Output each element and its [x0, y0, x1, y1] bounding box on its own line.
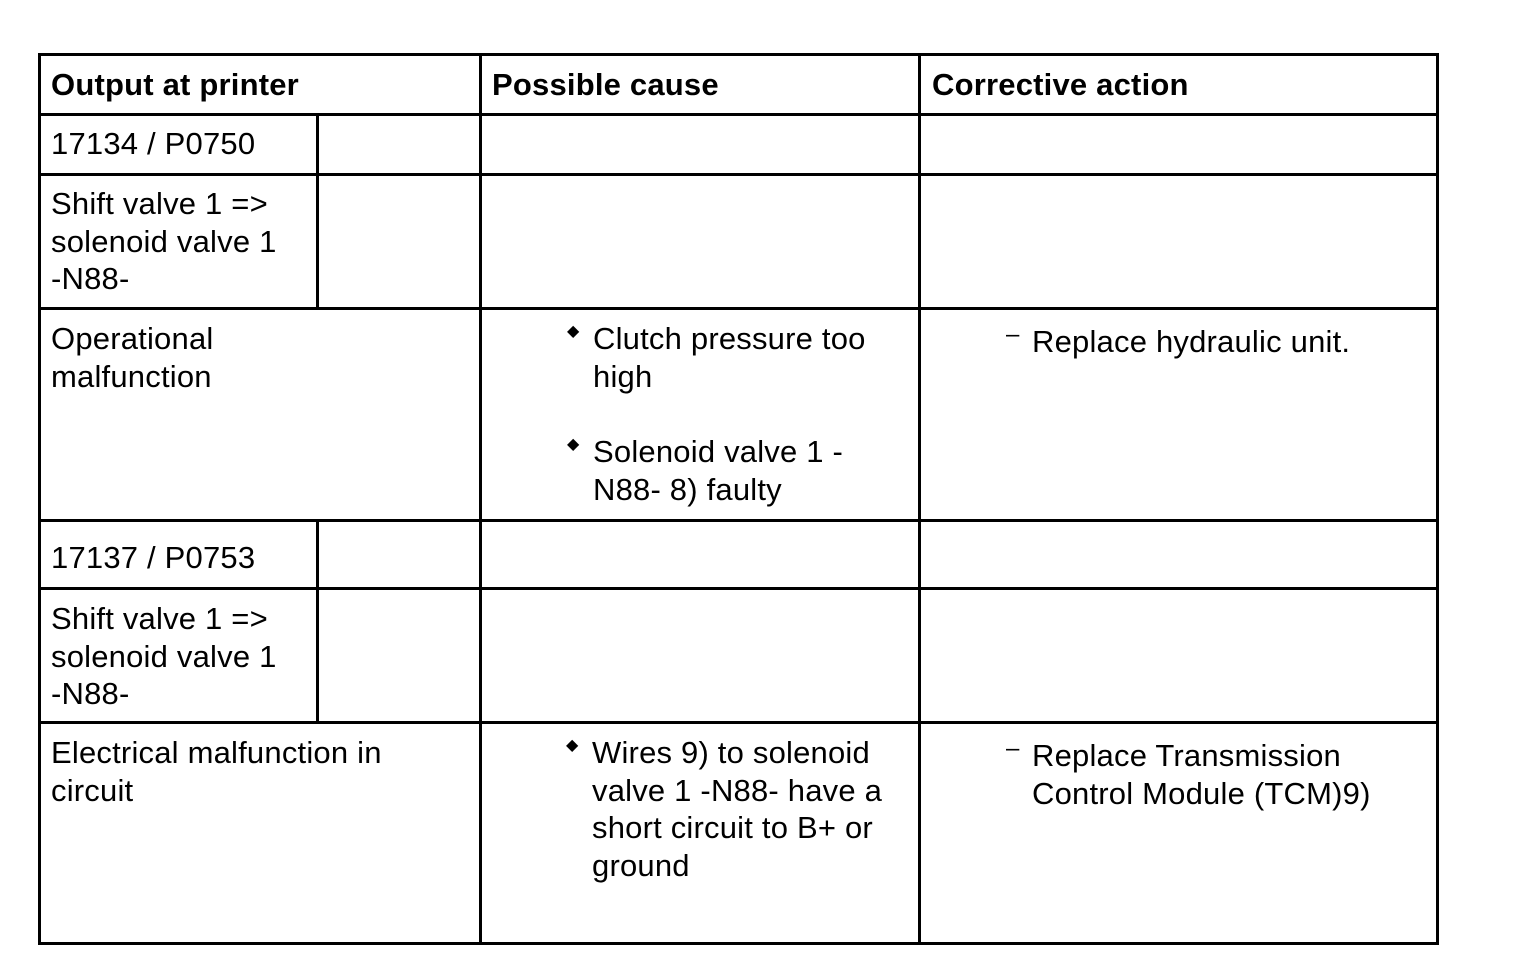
text-line: N88- 8) faulty — [593, 471, 782, 507]
text-line: malfunction — [51, 358, 212, 394]
text-line: solenoid valve 1 — [51, 638, 277, 674]
fault-type — [51, 734, 471, 809]
table-border-top — [38, 53, 1439, 56]
text-line: Wires 9) to solenoid — [592, 735, 870, 770]
text-line: Electrical malfunction in — [51, 735, 382, 770]
table-column-divider — [316, 519, 319, 724]
corrective-actions-list — [1005, 323, 1430, 361]
component-name — [51, 600, 277, 713]
dash-icon: – — [1006, 321, 1020, 348]
bullet-diamond-icon: ◆ — [567, 323, 580, 340]
table-rule — [38, 307, 1439, 310]
table-border-bottom — [38, 942, 1439, 945]
text-line: Replace Transmission — [1032, 738, 1341, 773]
action-item — [1005, 323, 1430, 361]
text-line: Operational — [51, 321, 214, 356]
text-line: Solenoid valve 1 - — [593, 434, 844, 469]
header-corrective-action: Corrective action — [932, 67, 1189, 102]
table-rule — [38, 587, 1439, 590]
table-rule — [38, 721, 1439, 724]
action-item — [1005, 737, 1430, 812]
text-line: -N88- — [51, 261, 130, 296]
corrective-actions-list — [1005, 737, 1430, 812]
text-line: valve 1 -N88- have a — [592, 772, 883, 808]
possible-causes-list — [566, 320, 916, 508]
text-line: Shift valve 1 => — [51, 601, 268, 636]
table-column-divider — [479, 53, 482, 945]
fault-code: 17134 / P0750 — [51, 126, 256, 161]
text-line: Shift valve 1 => — [51, 186, 268, 221]
text-line: Replace hydraulic unit. — [1032, 324, 1351, 359]
table-column-divider — [316, 113, 319, 310]
table-border-right — [1436, 53, 1439, 945]
text-line: solenoid valve 1 — [51, 223, 277, 259]
text-line: high — [593, 358, 653, 394]
table-column-divider — [918, 53, 921, 945]
table-rule — [38, 113, 1439, 116]
header-possible-cause: Possible cause — [492, 67, 719, 102]
text-line: circuit — [51, 772, 134, 808]
cause-item — [565, 734, 915, 884]
bullet-diamond-icon: ◆ — [566, 737, 579, 754]
bullet-diamond-icon: ◆ — [567, 436, 580, 453]
text-line: short circuit to B+ or — [592, 810, 873, 845]
fault-code: 17137 / P0753 — [51, 540, 256, 575]
table-border-left — [38, 53, 41, 945]
table-rule — [38, 173, 1439, 176]
text-line: -N88- — [51, 676, 130, 711]
fault-type — [51, 320, 213, 395]
text-line: Control Module (TCM)9) — [1032, 775, 1371, 811]
cause-item — [566, 320, 916, 395]
text-line: ground — [592, 847, 690, 883]
header-output-at-printer: Output at printer — [51, 67, 299, 102]
table-rule — [38, 519, 1439, 522]
spacer — [566, 395, 916, 433]
cause-item — [566, 433, 916, 508]
possible-causes-list — [565, 734, 915, 884]
dash-icon: – — [1006, 735, 1020, 762]
text-line: Clutch pressure too — [593, 321, 866, 356]
component-name — [51, 185, 277, 298]
